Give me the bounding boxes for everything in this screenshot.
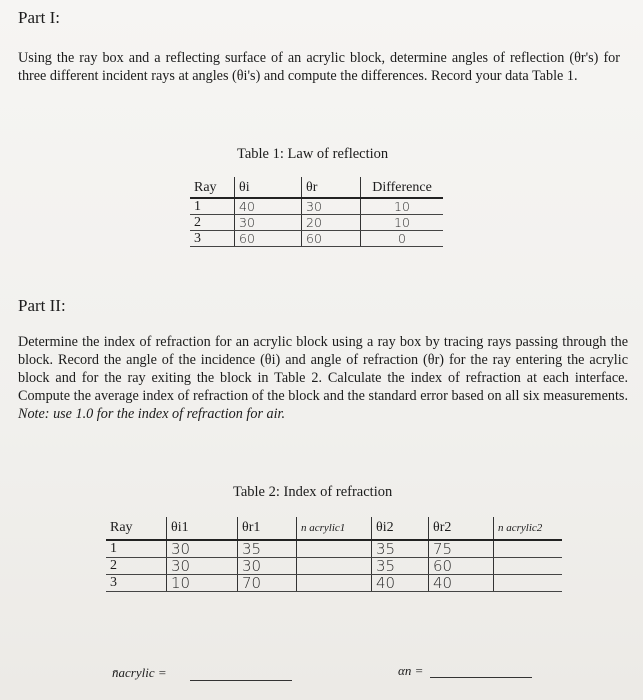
table1-header-ray: Ray — [190, 177, 235, 198]
table2-theta-i1: 30 — [167, 540, 238, 558]
table2-header-ray: Ray — [106, 517, 167, 540]
table2-theta-i1: 30 — [167, 558, 238, 575]
table1-theta-r: 20 — [302, 215, 361, 231]
table2-theta-i1: 10 — [167, 575, 238, 592]
table2-ray: 1 — [106, 540, 167, 558]
table2-theta-r2: 75 — [429, 540, 494, 558]
table2-theta-r2: 60 — [429, 558, 494, 575]
table1-difference: 10 — [361, 215, 444, 231]
table2-header-theta-r1: θr1 — [238, 517, 297, 540]
table2-header-n-acrylic2: n acrylic2 — [494, 517, 563, 540]
table2-theta-r2: 40 — [429, 575, 494, 592]
part2-heading: Part II: — [18, 296, 66, 315]
table1-theta-i: 60 — [235, 231, 302, 247]
table2-theta-i2: 35 — [372, 540, 429, 558]
table1-theta-r: 30 — [302, 198, 361, 215]
table1-theta-i: 40 — [235, 198, 302, 215]
part2-instructions — [18, 333, 628, 423]
table1-theta-r: 60 — [302, 231, 361, 247]
standard-error-blank — [430, 677, 532, 678]
table2-n2 — [494, 558, 563, 575]
table1-ray: 3 — [190, 231, 235, 247]
average-index-label: n̄acrylic = — [112, 665, 167, 680]
table1-difference: 0 — [361, 231, 444, 247]
table2-header-theta-i2: θi2 — [372, 517, 429, 540]
table2-ray: 2 — [106, 558, 167, 575]
part2-instructions-text: Determine the index of refraction for an acrylic block using a ray box by tracing rays passing through the block. Record the angle of the incidence (θi) and angle of refraction (θr) for the ray entering the acrylic block and for the ray exiting the block in Table 2. Calculate the index of refraction at each interface. Compute the average index of refraction of the block and the standard error based on all six measurements. — [18, 334, 628, 404]
table2-ray: 3 — [106, 575, 167, 592]
table2-theta-i2: 40 — [372, 575, 429, 592]
table2-n2 — [494, 540, 563, 558]
table1-header-theta-i: θi — [235, 177, 302, 198]
table1-difference: 10 — [361, 198, 444, 215]
table2-header-theta-r2: θr2 — [429, 517, 494, 540]
table2 — [106, 517, 562, 592]
table2-theta-i2: 35 — [372, 558, 429, 575]
average-index-blank — [190, 680, 292, 681]
table2-row — [106, 540, 562, 558]
table2-n1 — [297, 575, 372, 592]
table2-n1 — [297, 540, 372, 558]
standard-error-label: αn = — [398, 663, 424, 678]
table1-ray: 1 — [190, 198, 235, 215]
part2-note: Note: use 1.0 for the index of refraction for air. — [18, 406, 286, 422]
table1-caption: Table 1: Law of reflection — [237, 146, 389, 162]
table1-ray: 2 — [190, 215, 235, 231]
table2-header-n-acrylic1: n acrylic1 — [297, 517, 372, 540]
table1-header-theta-r: θr — [302, 177, 361, 198]
table2-row — [106, 575, 562, 592]
part1-instructions: Using the ray box and a reflecting surface of an acrylic block, determine angles of reflection (θr's) for three different incident rays at angles (θi's) and compute the differences. Record your data Table 1. — [18, 50, 620, 84]
table2-n1 — [297, 558, 372, 575]
table1-row — [190, 231, 443, 247]
table2-row — [106, 558, 562, 575]
table1-row — [190, 198, 443, 215]
table2-theta-r1: 30 — [238, 558, 297, 575]
table1-theta-i: 30 — [235, 215, 302, 231]
table2-n2 — [494, 575, 563, 592]
table1-header-difference: Difference — [361, 177, 444, 198]
table2-header-theta-i1: θi1 — [167, 517, 238, 540]
table1 — [190, 177, 443, 247]
table2-theta-r1: 35 — [238, 540, 297, 558]
table1-row — [190, 215, 443, 231]
table2-caption: Table 2: Index of refraction — [233, 484, 393, 500]
part1-heading: Part I: — [18, 8, 61, 27]
table2-theta-r1: 70 — [238, 575, 297, 592]
